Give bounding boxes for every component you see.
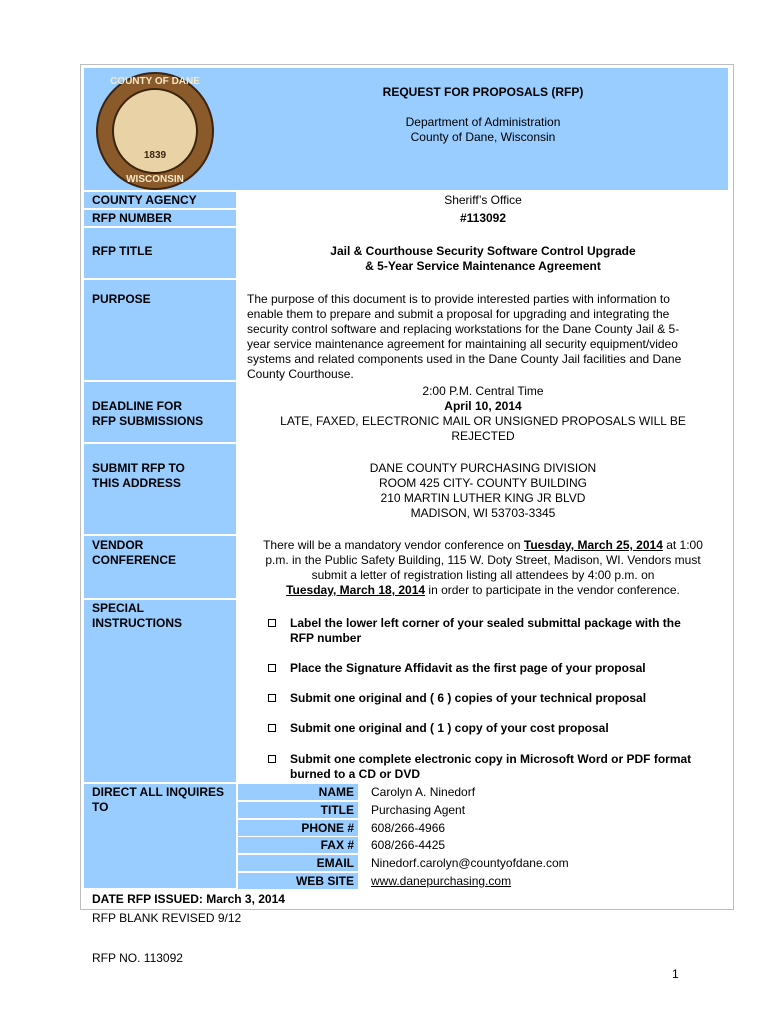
seal-center (112, 88, 198, 174)
vendor-line-4 (240, 583, 726, 598)
contact-fax: 608/266-4425 (371, 838, 446, 852)
rfp-title-line-2: & 5-Year Service Maintenance Agreement (365, 259, 601, 273)
date-issued: DATE RFP ISSUED: March 3, 2014 (92, 892, 285, 906)
purpose-line: security control software and replacing workstations for the Dane County Jail & 5- (247, 322, 680, 336)
contact-phone: 608/266-4966 (371, 821, 446, 835)
checkbox-bullet-icon (268, 664, 276, 672)
vendor-line-1 (240, 538, 726, 553)
seal-year: 1839 (143, 150, 167, 161)
deadline-label-2: RFP SUBMISSIONS (92, 414, 204, 428)
contact-email: Ninedorf.carolyn@countyofdane.com (371, 856, 569, 870)
contact-web-label: WEB SITE (238, 873, 358, 889)
contact-fax-label: FAX # (238, 837, 358, 853)
address-line: 210 MARTIN LUTHER KING JR BLVD (380, 491, 586, 505)
instruction-item (268, 661, 708, 676)
deadline-label-1: DEADLINE FOR (92, 399, 182, 413)
address-line: MADISON, WI 53703-3345 (410, 506, 556, 520)
rfp-number-value: #113092 (459, 211, 507, 225)
rfp-no-footer: RFP NO. 113092 (92, 951, 183, 965)
purpose-line: The purpose of this document is to provide interested parties with information to (247, 292, 670, 306)
vendor-label-2: CONFERENCE (92, 553, 177, 567)
purpose-text (247, 292, 717, 382)
contact-name: Carolyn A. Ninedorf (371, 785, 476, 799)
address-line: DANE COUNTY PURCHASING DIVISION (369, 461, 597, 475)
special-label-1: SPECIAL (92, 601, 145, 615)
deadline-note-1: LATE, FAXED, ELECTRONIC MAIL OR UNSIGNED PROPOSALS WILL BE (280, 414, 686, 428)
submit-label-1: SUBMIT RFP TO (92, 461, 185, 475)
instruction-text: RFP number (290, 631, 362, 645)
page-number: 1 (672, 967, 679, 981)
rfp-title-label: RFP TITLE (92, 244, 153, 258)
contact-phone-label: PHONE # (238, 820, 358, 836)
deadline-note-2: REJECTED (451, 429, 515, 443)
instruction-item (268, 752, 708, 782)
contact-web-link[interactable]: www.danepurchasing.com (371, 874, 512, 888)
instruction-text: Label the lower left corner of your sealed submittal package with the (290, 616, 681, 630)
contact-title: Purchasing Agent (371, 803, 466, 817)
direct-label-2: TO (92, 800, 109, 814)
instruction-item (268, 721, 708, 736)
vendor-registration-date: Tuesday, March 18, 2014 (286, 583, 426, 597)
submit-label-2: THIS ADDRESS (92, 476, 181, 490)
checkbox-bullet-icon (268, 694, 276, 702)
checkbox-bullet-icon (268, 755, 276, 763)
instruction-text: Submit one original and ( 1 ) copy of your cost proposal (290, 721, 609, 735)
county-seal (96, 72, 214, 190)
instruction-text: Submit one original and ( 6 ) copies of your technical proposal (290, 691, 647, 705)
vendor-text-c: at 1:00 (662, 538, 703, 552)
rfp-title-line-1: Jail & Courthouse Security Software Control Upgrade (330, 244, 636, 258)
seal-bottom-text: WISCONSIN (126, 174, 184, 185)
county-name: County of Dane, Wisconsin (410, 130, 556, 144)
vendor-text-a: There will be a mandatory vendor conference on (263, 538, 524, 552)
vendor-line-2: p.m. in the Public Safety Building, 115 W. Doty Street, Madison, WI. Vendors must (265, 553, 701, 567)
contact-title-label: TITLE (238, 802, 358, 818)
county-agency-label: COUNTY AGENCY (92, 193, 197, 207)
deadline-time: 2:00 P.M. Central Time (422, 384, 544, 398)
special-label-2: INSTRUCTIONS (92, 616, 182, 630)
instruction-text: burned to a CD or DVD (290, 767, 421, 781)
instruction-item (268, 691, 708, 706)
purpose-label: PURPOSE (92, 292, 151, 306)
purpose-line: County Courthouse. (247, 367, 354, 381)
instruction-item (268, 616, 708, 646)
rfp-heading: REQUEST FOR PROPOSALS (RFP) (382, 85, 584, 99)
checkbox-bullet-icon (268, 619, 276, 627)
contact-name-label: NAME (238, 784, 358, 800)
vendor-text-e: in order to participate in the vendor conference. (425, 583, 680, 597)
agency-value: Sheriff’s Office (444, 193, 522, 207)
vendor-line-3: submit a letter of registration listing all attendees by 4:00 p.m. on (311, 568, 655, 582)
purpose-line: enable them to prepare and submit a proposal for upgrading and integrating the (247, 307, 670, 321)
purpose-line: year service maintenance agreement for maintaining all security equipment/video (247, 337, 678, 351)
address-line: ROOM 425 CITY- COUNTY BUILDING (378, 476, 588, 490)
direct-label-1: DIRECT ALL INQUIRES (92, 785, 225, 799)
blank-revised: RFP BLANK REVISED 9/12 (92, 911, 242, 925)
rfp-number-label: RFP NUMBER (92, 211, 172, 225)
purpose-line: systems and related components used in the Dane County Jail facilities and Dane (247, 352, 682, 366)
seal-top-text: COUNTY OF DANE (110, 76, 200, 87)
vendor-conference-date: Tuesday, March 25, 2014 (523, 538, 663, 552)
contact-email-label: EMAIL (238, 855, 358, 871)
instruction-text: Submit one complete electronic copy in Microsoft Word or PDF format (290, 752, 692, 766)
checkbox-bullet-icon (268, 724, 276, 732)
instruction-text: Place the Signature Affidavit as the first page of your proposal (290, 661, 646, 675)
deadline-date: April 10, 2014 (444, 399, 522, 413)
vendor-label-1: VENDOR (92, 538, 144, 552)
department-name: Department of Administration (405, 115, 561, 129)
